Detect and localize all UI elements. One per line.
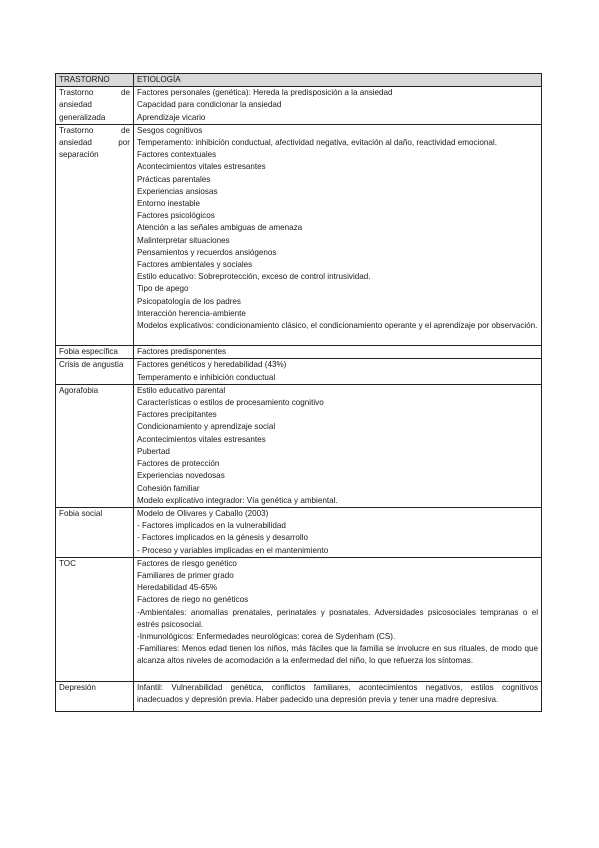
etiology-cell bbox=[134, 124, 542, 345]
etiology-line: Factores genéticos y heredabilidad (43%) bbox=[137, 360, 287, 370]
etiology-line: Heredabilidad 45-65% bbox=[137, 583, 218, 593]
etiology-line: - Proceso y variables implicadas en el mantenimiento bbox=[137, 545, 329, 555]
etiology-line: -Ambientales: anomalías prenatales, perinatales y posnatales. Adversidades psicosociales tempranas o el estrés psicosocial. bbox=[137, 607, 538, 629]
etiology-cell bbox=[134, 87, 542, 125]
etiology-line: Estilo educativo parental bbox=[137, 385, 226, 395]
table-row bbox=[56, 124, 542, 345]
disorder-cell bbox=[56, 384, 134, 507]
etiology-line: Factores de riesgo genético bbox=[137, 558, 237, 568]
disorder-cell bbox=[56, 346, 134, 359]
etiology-line: Factores predisponentes bbox=[137, 347, 227, 357]
etiology-line: Aprendizaje vicario bbox=[137, 112, 206, 122]
etiology-line: Factores ambientales y sociales bbox=[137, 260, 253, 270]
etiology-cell bbox=[134, 384, 542, 507]
etiology-cell bbox=[134, 557, 542, 681]
etiology-line: Interacción herencia-ambiente bbox=[137, 308, 246, 318]
disorder-name: Crisis de angustia bbox=[59, 360, 124, 370]
etiology-line: Experiencias ansiosas bbox=[137, 186, 218, 196]
etiology-line: Factores precipitantes bbox=[137, 410, 217, 420]
disorder-cell bbox=[56, 124, 134, 345]
etiology-line: Pensamientos y recuerdos ansiógenos bbox=[137, 247, 277, 257]
etiology-line: Temperamento e inhibición conductual bbox=[137, 372, 276, 382]
etiology-line: Modelos explicativos: condicionamiento clásico, el condicionamiento operante y el aprendizaje por observación. bbox=[137, 321, 538, 331]
etiology-line: Modelo de Olivares y Caballo (2003) bbox=[137, 508, 269, 518]
etiology-line: Tipo de apego bbox=[137, 284, 189, 294]
disorder-cell bbox=[56, 507, 134, 557]
etiology-line: Modelo explicativo integrador: Vía genética y ambiental. bbox=[137, 495, 338, 505]
etiology-line: Condicionamiento y aprendizaje social bbox=[137, 422, 276, 432]
etiology-line: Factores psicológicos bbox=[137, 211, 215, 221]
etiology-line: Acontecimientos vitales estresantes bbox=[137, 434, 266, 444]
etiology-line: Acontecimientos vitales estresantes bbox=[137, 162, 266, 172]
disorder-cell bbox=[56, 87, 134, 125]
disorder-name: Trastorno de ansiedad generalizada bbox=[59, 88, 130, 122]
table-row bbox=[56, 681, 542, 711]
cell-spacer bbox=[137, 706, 538, 711]
etiology-line: Experiencias novedosas bbox=[137, 471, 225, 481]
disorder-name: Depresión bbox=[59, 682, 96, 692]
table-row bbox=[56, 507, 542, 557]
etiology-line: - Factores implicados en la génesis y desarrollo bbox=[137, 533, 308, 543]
disorder-name: Fobia específica bbox=[59, 347, 118, 357]
table-row bbox=[56, 359, 542, 384]
table-body bbox=[56, 87, 542, 712]
etiology-line: Factores personales (genética): Hereda la predisposición a la ansiedad bbox=[137, 88, 393, 98]
disorder-name: Fobia social bbox=[59, 508, 103, 518]
etiology-line: Temperamento: inhibición conductual, afectividad negativa, evitación al daño, reactividad emocional. bbox=[137, 138, 497, 148]
disorder-cell bbox=[56, 359, 134, 384]
etiology-line: Familiares de primer grado bbox=[137, 570, 234, 580]
etiology-cell bbox=[134, 681, 542, 711]
etiology-line: Características o estilos de procesamiento cognitivo bbox=[137, 398, 324, 408]
etiology-line: Estilo educativo: Sobreprotección, exceso de control intrusividad. bbox=[137, 272, 371, 282]
etiology-line: - Factores implicados en la vulnerabilidad bbox=[137, 521, 286, 531]
etiology-line: Entorno inestable bbox=[137, 199, 200, 209]
header-disorder: TRASTORNO bbox=[56, 74, 134, 87]
header-etiology: ETIOLOGÍA bbox=[134, 74, 542, 87]
etiology-cell bbox=[134, 507, 542, 557]
etiology-cell bbox=[134, 359, 542, 384]
etiology-line: Sesgos cognitivos bbox=[137, 125, 203, 135]
table-row bbox=[56, 384, 542, 507]
etiology-line: Factores de riego no genéticos bbox=[137, 595, 249, 605]
etiology-line: Pubertad bbox=[137, 446, 170, 456]
cell-spacer bbox=[137, 668, 538, 681]
etiology-line: Factores de protección bbox=[137, 459, 220, 469]
disorder-name: TOC bbox=[59, 558, 76, 568]
etiology-line: Atención a las señales ambiguas de amenaza bbox=[137, 223, 303, 233]
etiology-line: Prácticas parentales bbox=[137, 174, 211, 184]
etiology-line: Psicopatología de los padres bbox=[137, 296, 241, 306]
disorder-cell bbox=[56, 557, 134, 681]
table-row bbox=[56, 87, 542, 125]
cell-spacer bbox=[137, 332, 538, 345]
etiology-line: -Inmunológicos: Enfermedades neurológicas: corea de Sydenham (CS). bbox=[137, 631, 396, 641]
etiology-line: Cohesión familiar bbox=[137, 483, 200, 493]
etiology-line: Factores contextuales bbox=[137, 150, 217, 160]
table-header-row bbox=[56, 74, 542, 87]
etiology-table bbox=[55, 73, 542, 712]
etiology-cell bbox=[134, 346, 542, 359]
etiology-line: Capacidad para condicionar la ansiedad bbox=[137, 100, 282, 110]
disorder-name: Agorafobia bbox=[59, 385, 99, 395]
table-row bbox=[56, 557, 542, 681]
etiology-line: -Familiares: Menos edad tienen los niños, más fáciles que la familia se involucre en sus rituales, de modo que alcanza altos niveles de acomodación a la enfermedad del niño, lo que refuerza los síntomas. bbox=[137, 644, 538, 666]
disorder-name: Trastorno de ansiedad por separación bbox=[59, 125, 130, 160]
table-row bbox=[56, 346, 542, 359]
disorder-cell bbox=[56, 681, 134, 711]
etiology-line: Infantil: Vulnerabilidad genética, conflictos familiares, acontecimientos negativos, estilos cognitivos inadecuados y depresión previa. Haber padecido una depresión previa y tener una madre depresiva. bbox=[137, 682, 538, 704]
etiology-line: Malinterpretar situaciones bbox=[137, 235, 230, 245]
